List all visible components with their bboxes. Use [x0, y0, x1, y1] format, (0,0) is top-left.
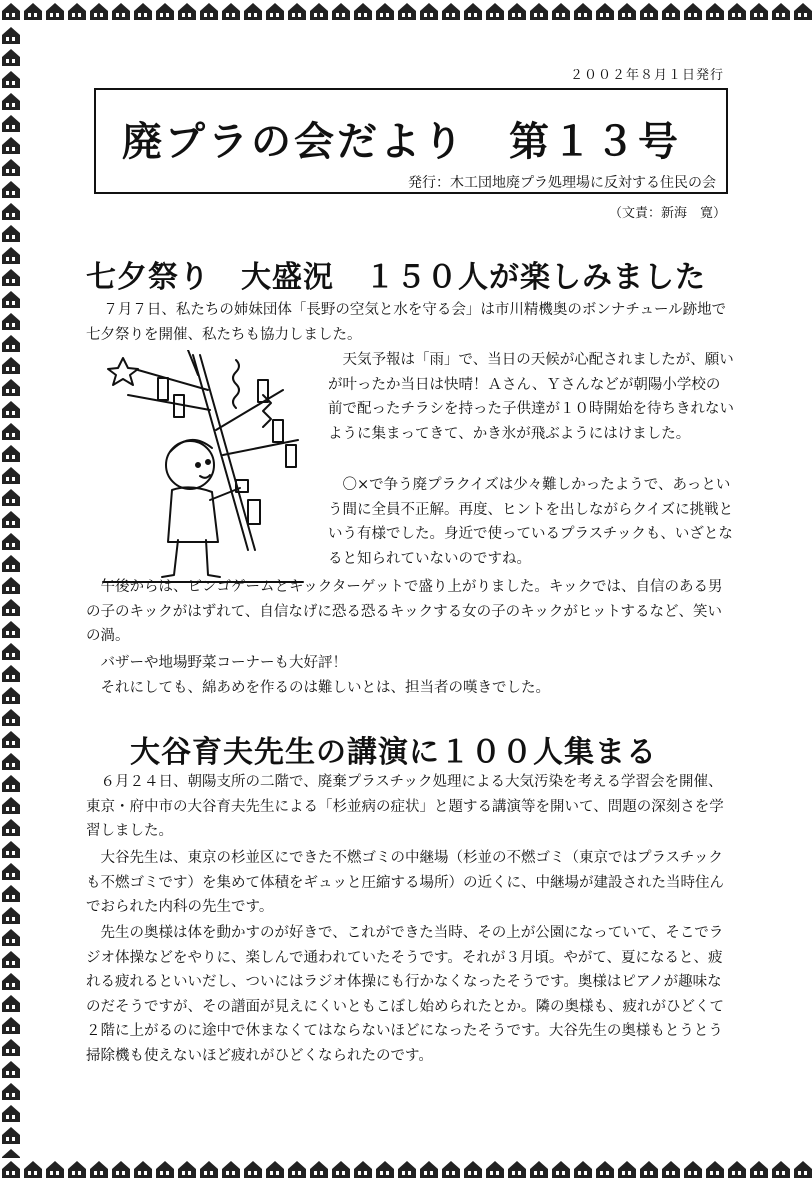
issue-date: ２００２年８月１日発行	[569, 68, 724, 83]
article2-paragraph-1: ６月２４日、朝陽支所の二階で、廃棄プラスチック処理による大気汚染を考える学習会を開催、東京・府中市の大谷育夫先生による「杉並病の症状」と題する講演等を開いて、問題の深刻さを学習しました。	[86, 774, 724, 839]
article2-headline: 大谷育夫先生の講演に１００人集まる	[130, 735, 657, 770]
house-border-top	[0, 0, 812, 24]
house-border-left	[0, 24, 24, 1158]
article2-paragraph-3: 先生の奥様は体を動かすのが好きで、これができた当時、その上が公園になっていて、そこでラジオ体操などをやりに、楽しんで通われていたそうです。それが３月頃。やがて、夏になると、疲れる疲れるといいだし、ついにはラジオ体操にも行かなくなったそうです。奥様はピアノが趣味なのだそうですが、その譜面が見えにくいともこぼし始められたとか。隣の奥様も、疲れがひどくて２階に上がるのに途中で休まなくてはならないほどになったそうです。大谷先生の奥様もとうとう掃除機も使えないほど疲れがひどくなられたのです。	[86, 925, 724, 1064]
article1-paragraph-3: 〇×で争う廃プラクイズは少々難しかったようで、あっという間に全員不正解。再度、ヒントを出しながらクイズに挑戦という有様でした。身近で使っているプラスチックも、いざとなると知られていないのですね。	[328, 477, 734, 567]
article1-paragraph-5: バザーや地場野菜コーナーも大好評！	[100, 655, 347, 671]
article2-paragraph-2: 大谷先生は、東京の杉並区にできた不燃ゴミの中継場（杉並の不燃ゴミ（東京ではプラスチックも不燃ゴミです）を集めて体積をギュッと圧縮する場所）の近くに、中継場が建設された当時住んでおられた内科の先生です。	[86, 850, 724, 915]
article1-headline: 七夕祭り 大盛況 １５０人が楽しみました	[86, 260, 706, 295]
editor-credit: （文責：新海 寛）	[608, 206, 726, 221]
newsletter-title: 廃プラの会だより 第１３号	[122, 118, 681, 165]
boy-tanabata-bamboo-icon	[98, 350, 313, 585]
article1-paragraph-1: ７月７日、私たちの姉妹団体「長野の空気と水を守る会」は市川精機奥のボンナチュール跡地で七夕祭りを開催、私たちも協力しました。	[86, 302, 727, 343]
masthead-box	[94, 88, 728, 194]
house-border-bottom	[0, 1158, 812, 1182]
article1-paragraph-4: 午後からは、ビンゴゲームとキックターゲットで盛り上がりました。キックでは、自信のある男の子のキックがはずれて、自信なげに恐る恐るキックする女の子のキックがヒットするなど、笑いの渦。	[86, 579, 723, 644]
article1-paragraph-6: それにしても、綿あめを作るのは難しいとは、担当者の嘆きでした。	[100, 680, 550, 696]
article1-paragraph-2: 天気予報は「雨」で、当日の天候が心配されましたが、願いが叶ったか当日は快晴！Ａさん、Ｙさんなどが朝陽小学校の前で配ったチラシを持った子供達が１０時開始を待ちきれないように集まってきて、かき氷が飛ぶようにはけました。	[328, 352, 734, 442]
publisher-line: 発行：木工団地廃プラ処理場に反対する住民の会	[408, 175, 716, 191]
